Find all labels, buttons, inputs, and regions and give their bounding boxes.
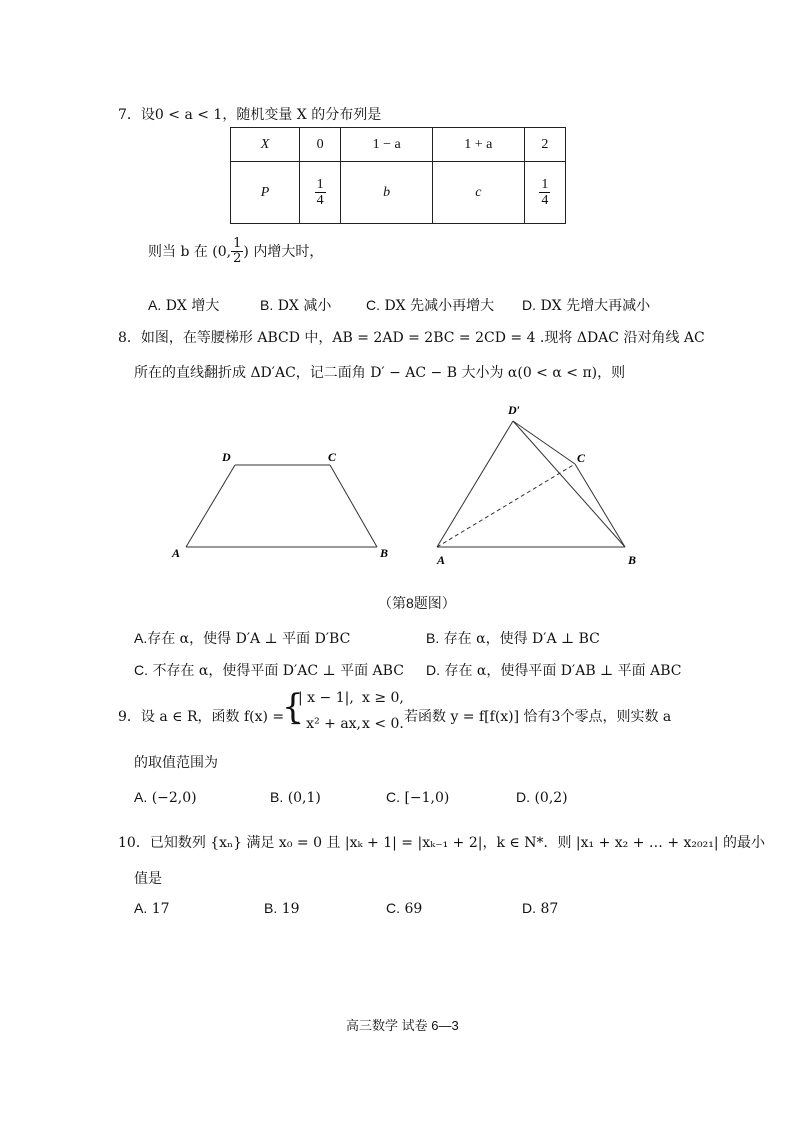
q9-post: 若函数 y = f[f(x)] 恰有3个零点，则实数 a xyxy=(404,709,672,725)
table-cell-x1: 1 − a xyxy=(341,128,433,162)
fig2-label-a: A xyxy=(437,553,446,567)
q8-figure-caption: （第8题图） xyxy=(378,595,456,611)
q9-pre: 9．设 a ∈ R，函数 f(x) = xyxy=(118,709,285,725)
fig2-label-c: C xyxy=(577,451,586,465)
q10-option-d[interactable]: D. 87 xyxy=(522,900,559,917)
q7-option-c[interactable]: C. DX 先减小再增大 xyxy=(366,297,495,314)
table-header-x: X xyxy=(231,128,300,162)
q8-line1: 8．如图，在等腰梯形 ABCD 中，AB = 2AD = 2BC = 2CD = 4 .现将 ΔDAC 沿对角线 AC xyxy=(118,330,705,346)
q9-line2: 的取值范围为 xyxy=(134,755,218,771)
page-footer: 高三数学 试卷 6—3 xyxy=(346,1018,459,1033)
fig1-label-a: A xyxy=(172,546,181,560)
trapezoid-figure xyxy=(171,450,388,560)
fig1-label-c: C xyxy=(328,450,337,464)
table-cell-x3: 2 xyxy=(524,128,565,162)
fig2-label-b: B xyxy=(628,553,637,567)
q8-figures xyxy=(160,395,660,575)
q9-option-b[interactable]: B. (0,1) xyxy=(270,789,321,806)
q9-case2-expr: − x² + ax, xyxy=(290,716,362,732)
q9-option-d[interactable]: D. (0,2) xyxy=(516,789,568,806)
q10-line2: 值是 xyxy=(134,871,162,887)
q7-option-a[interactable]: A. DX 增大 xyxy=(148,297,220,314)
q7-stem: 7．设0 < a < 1，随机变量 X 的分布列是 xyxy=(118,107,382,123)
q10-option-c[interactable]: C. 69 xyxy=(386,900,423,917)
fig1-label-d: D xyxy=(222,450,231,464)
q10-option-a[interactable]: A. 17 xyxy=(134,900,170,917)
q10-option-b[interactable]: B. 19 xyxy=(264,900,300,917)
q8-option-a[interactable]: A.存在 α，使得 D′A ⊥ 平面 D′BC xyxy=(134,630,351,647)
q8-option-b[interactable]: B. 存在 α，使得 D′A ⊥ BC xyxy=(426,630,600,647)
q9-case1-cond: x ≥ 0, xyxy=(362,690,404,706)
tetrahedron-figure xyxy=(436,403,636,567)
q9-case1-expr: | x − 1|, xyxy=(298,690,354,706)
q7-option-d[interactable]: D. DX 先增大再减小 xyxy=(522,297,651,314)
table-cell-p1: b xyxy=(341,162,433,224)
table-cell-p0: $\frac{1}{4}$ xyxy=(300,162,341,224)
fig2-label-dprime: D′ xyxy=(508,403,521,417)
q7-distribution-table xyxy=(230,127,566,224)
q8-option-d[interactable]: D. 存在 α，使得平面 D′AB ⊥ 平面 ABC xyxy=(426,662,682,679)
table-cell-x0: 0 xyxy=(300,128,341,162)
table-cell-p3: $\frac{1}{4}$ xyxy=(524,162,565,224)
fig1-label-b: B xyxy=(380,546,389,560)
q7-condition: 则当 b 在 (0, $\frac{1}{2}$ ) 内增大时， xyxy=(148,236,324,267)
table-cell-p2: c xyxy=(432,162,524,224)
q9-option-c[interactable]: C. [−1,0) xyxy=(386,789,450,806)
q7-option-b[interactable]: B. DX 减小 xyxy=(260,297,332,314)
q8-option-c[interactable]: C. 不存在 α，使得平面 D′AC ⊥ 平面 ABC xyxy=(134,662,404,679)
q9-option-a[interactable]: A. (−2,0) xyxy=(134,789,197,806)
q8-line2: 所在的直线翻折成 ΔD′AC，记二面角 D′ − AC − B 大小为 α(0 < α < π)，则 xyxy=(134,365,626,381)
q9-case2-cond: x < 0. xyxy=(362,716,404,732)
q10-line1: 10．已知数列 {xₙ} 满足 x₀ = 0 且 |xₖ + 1| = |xₖ₋₁ + 2|，k ∈ N*．则 |x₁ + x₂ + … + x₂₀₂₁| 的最小 xyxy=(118,835,766,851)
piecewise-brace: { xyxy=(282,687,304,727)
table-cell-x2: 1 + a xyxy=(432,128,524,162)
table-header-p: P xyxy=(231,162,300,224)
